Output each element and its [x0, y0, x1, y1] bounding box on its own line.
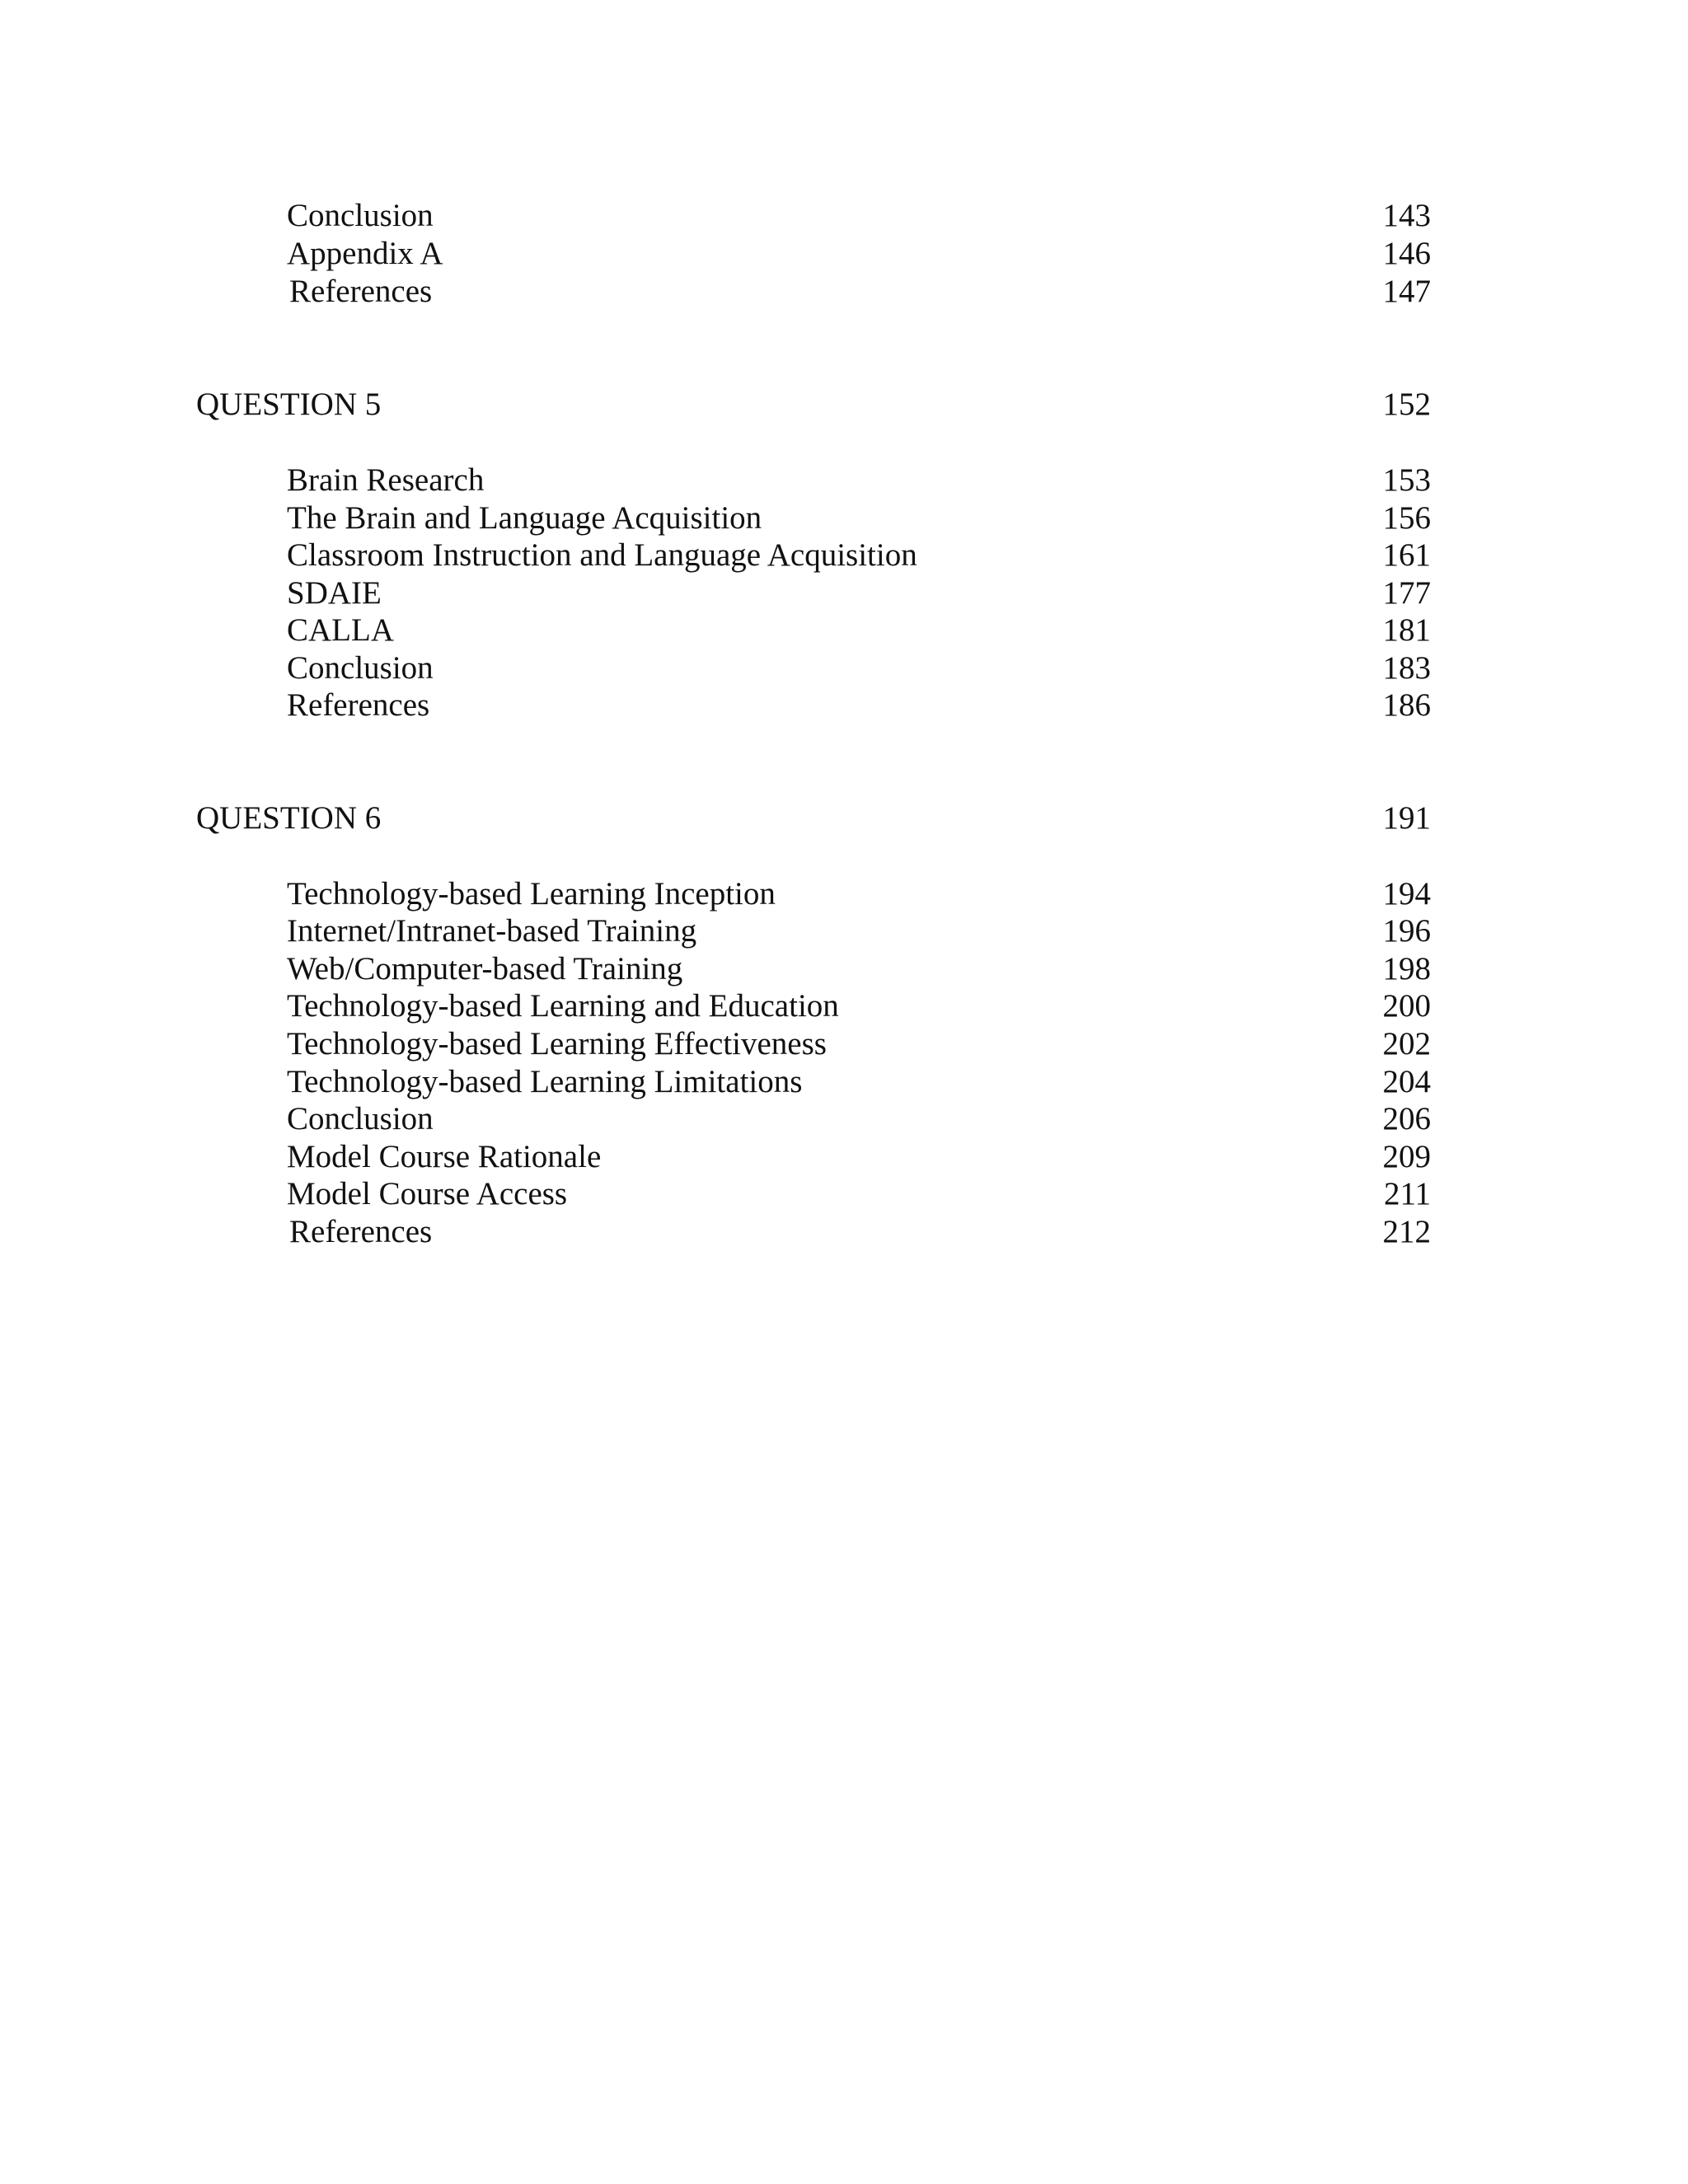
toc-entry-title: Classroom Instruction and Language Acquisition: [287, 537, 917, 573]
toc-entry: [0, 612, 1688, 649]
toc-entry-page-number: 161: [1382, 537, 1431, 573]
toc-entry-page-number: 143: [1382, 198, 1431, 233]
toc-entry-title: Technology-based Learning Inception: [287, 876, 776, 912]
toc-entry-page-number: 200: [1382, 988, 1431, 1024]
toc-section-title: QUESTION 5: [196, 387, 382, 422]
toc-entry-page-number: 146: [1382, 236, 1431, 271]
toc-entry: [0, 1213, 1688, 1251]
toc-entry: [0, 1100, 1688, 1138]
toc-entry-page-number: 209: [1382, 1139, 1431, 1174]
toc-entry-title: Technology-based Learning and Education: [287, 988, 839, 1024]
toc-entry: [0, 912, 1688, 950]
toc-entry-title: References: [289, 274, 433, 309]
toc-entry-title: Web/Computer-based Training: [287, 951, 683, 987]
toc-entry-page-number: 153: [1382, 462, 1431, 498]
toc-entry: [0, 1025, 1688, 1063]
toc-entry-title: The Brain and Language Acquisition: [287, 500, 762, 536]
toc-entry-title: Appendix A: [287, 236, 443, 271]
toc-entry-title: References: [289, 1214, 433, 1249]
toc-entry: [0, 987, 1688, 1025]
toc-entry-title: Technology-based Learning Limitations: [287, 1064, 803, 1099]
toc-entry-title: Model Course Rationale: [287, 1139, 602, 1174]
toc-entry: [0, 950, 1688, 988]
toc-section-title: QUESTION 6: [196, 800, 382, 836]
toc-entry-title: Internet/Intranet-based Training: [287, 913, 697, 949]
toc-entry-page-number: 212: [1382, 1214, 1431, 1249]
toc-entry: [0, 499, 1688, 537]
toc-entry: [0, 687, 1688, 724]
toc-entry: [0, 235, 1688, 273]
toc-entry-page-number: 183: [1382, 650, 1431, 686]
toc-entry-title: SDAIE: [287, 575, 382, 611]
toc-section-page-number: 191: [1382, 800, 1431, 836]
toc-entry-page-number: 204: [1382, 1064, 1431, 1099]
toc-entry-title: Model Course Access: [287, 1176, 568, 1212]
toc-entry: [0, 537, 1688, 574]
toc-entry-title: Brain Research: [287, 462, 485, 498]
toc-entry-page-number: 194: [1382, 876, 1431, 912]
toc-entry-page-number: 177: [1382, 575, 1431, 611]
toc-entry-page-number: 198: [1382, 951, 1431, 987]
toc-entry-page-number: 156: [1382, 500, 1431, 536]
toc-entry-page-number: 196: [1382, 913, 1431, 949]
toc-section-heading-question-5: [0, 386, 1688, 424]
toc-entry-page-number: 181: [1382, 612, 1431, 648]
toc-entry: [0, 197, 1688, 235]
toc-entry-title: References: [287, 687, 430, 723]
toc-entry: [0, 875, 1688, 913]
toc-entry-page-number: 186: [1382, 687, 1431, 723]
toc-entry: [0, 273, 1688, 311]
toc-entry-page-number: 211: [1383, 1176, 1431, 1212]
toc-entry: [0, 649, 1688, 687]
toc-section-page-number: 152: [1382, 387, 1431, 422]
toc-section-heading-question-6: [0, 799, 1688, 837]
toc-entry: [0, 1175, 1688, 1213]
toc-entry-title: Conclusion: [287, 198, 434, 233]
toc-entry-title: Conclusion: [287, 1101, 434, 1137]
toc-entry: [0, 574, 1688, 612]
toc-entry-title: Conclusion: [287, 650, 434, 686]
toc-entry: [0, 1138, 1688, 1176]
toc-entry: [0, 462, 1688, 499]
toc-entry-page-number: 202: [1382, 1026, 1431, 1062]
toc-entry-title: Technology-based Learning Effectiveness: [287, 1026, 827, 1062]
toc-entry-page-number: 147: [1382, 274, 1431, 309]
toc-entry-title: CALLA: [287, 612, 394, 648]
toc-entry-page-number: 206: [1382, 1101, 1431, 1137]
toc-entry: [0, 1063, 1688, 1101]
